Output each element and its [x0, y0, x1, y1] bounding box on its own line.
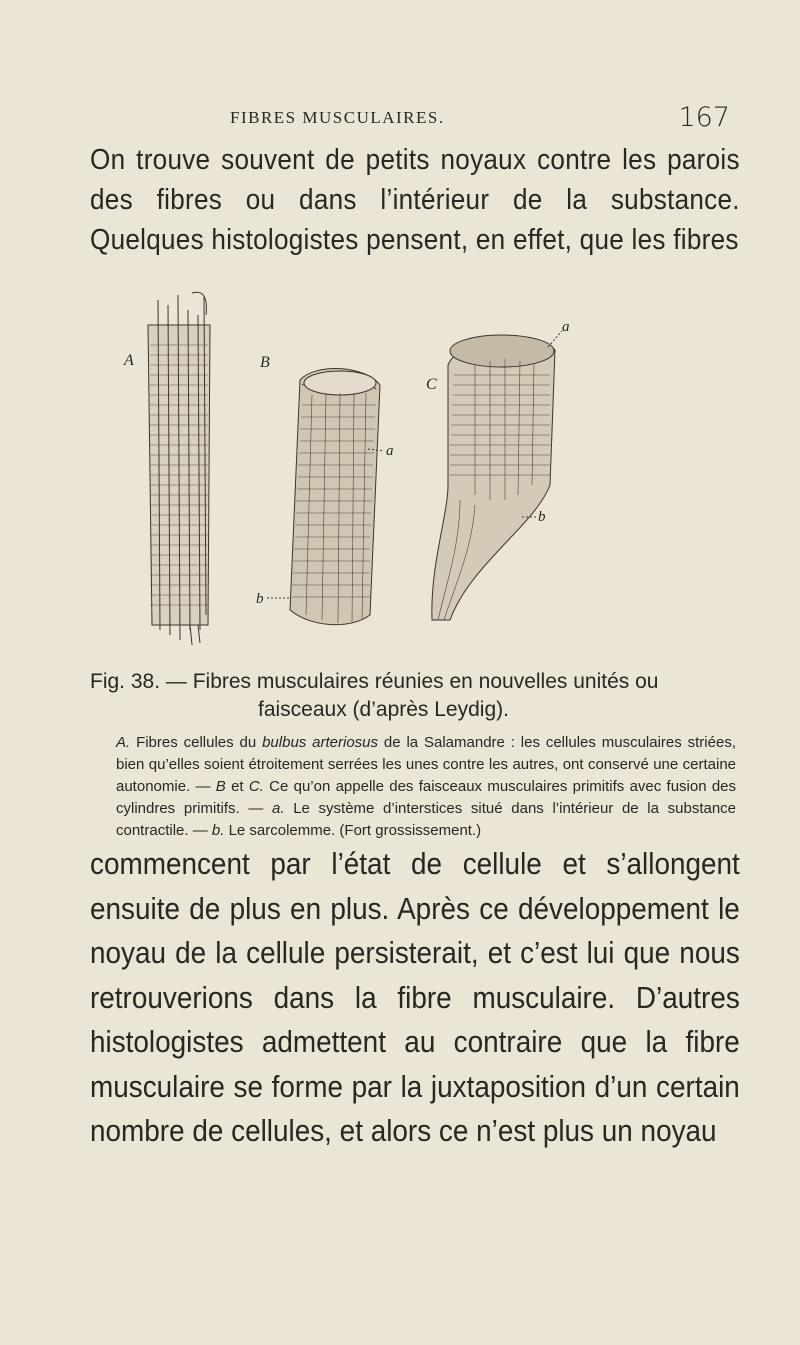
legend-a-text-1: Fibres cellules du [136, 734, 257, 751]
legend-b-small-label: b. [211, 822, 225, 839]
legend-a-italic: bulbus arteriosus [262, 734, 379, 751]
figure-caption [90, 668, 740, 724]
page-number: 167 [678, 102, 730, 133]
running-head-title: FIBRES MUSCULAIRES. [230, 108, 445, 127]
label-a-panel-b: a [386, 443, 394, 459]
figure-38 [124, 285, 630, 665]
panel-b-fibre [290, 369, 380, 625]
figure-legend [116, 732, 736, 842]
figure-illustration [124, 285, 630, 665]
legend-b-label: B [215, 778, 226, 795]
paragraph-top: On trouve souvent de petits noyaux contre les parois des fibres ou dans l’intérieur de la substance. Quelques histologistes pensent, en effet, que les fibres [90, 144, 740, 256]
paragraph-bottom: commencent par l’état de cellule et s’allongent ensuite de plus en plus. Après ce développement le noyau de la cellule persisterait, et c’est lui que nous retrouverions dans la fibre musculaire. D’autres histologistes admettent au contraire que la fibre musculaire se forme par la juxtaposition d’un certain nombre de cellules, et alors ce n’est plus un noyau [90, 846, 740, 1148]
caption-line-2: faisceaux (d’après Leydig). [258, 698, 509, 721]
label-a-panel-c: a [562, 319, 570, 335]
panel-a-fibres [148, 292, 210, 645]
running-head [90, 102, 730, 138]
legend-a-small-text: Le système d’interstices situé dans l’intérieur de la substance contractile. — [116, 800, 737, 839]
caption-line-1: Fig. 38. — Fibres musculaires réunies en nouvelles unités ou [90, 670, 659, 693]
label-b-panel-c: b [538, 509, 546, 525]
legend-b-small-text: Le sarcolemme. (Fort grossissement.) [228, 822, 482, 839]
legend-c-label: C. [248, 778, 264, 795]
label-b-panel-b: b [256, 591, 264, 607]
label-a-panel: A [124, 352, 134, 369]
label-b-panel: B [260, 354, 270, 371]
legend-and-word: et [231, 778, 244, 795]
panel-c-bundle [432, 335, 555, 620]
legend-a-label: A. [116, 734, 131, 751]
legend-c-text: Ce qu’on appelle des faisceaux musculaires primitifs avec fusion des cylindres primitifs. — [116, 778, 737, 817]
legend-a-text-2: de la Salamandre : les cellules musculaires striées, bien qu’elles soient étroitement serrées les unes contre les autres, ont conservé une certaine autonomie. — [116, 734, 736, 795]
label-c-panel: C [426, 376, 437, 393]
legend-a-small-label: a. [272, 800, 285, 817]
